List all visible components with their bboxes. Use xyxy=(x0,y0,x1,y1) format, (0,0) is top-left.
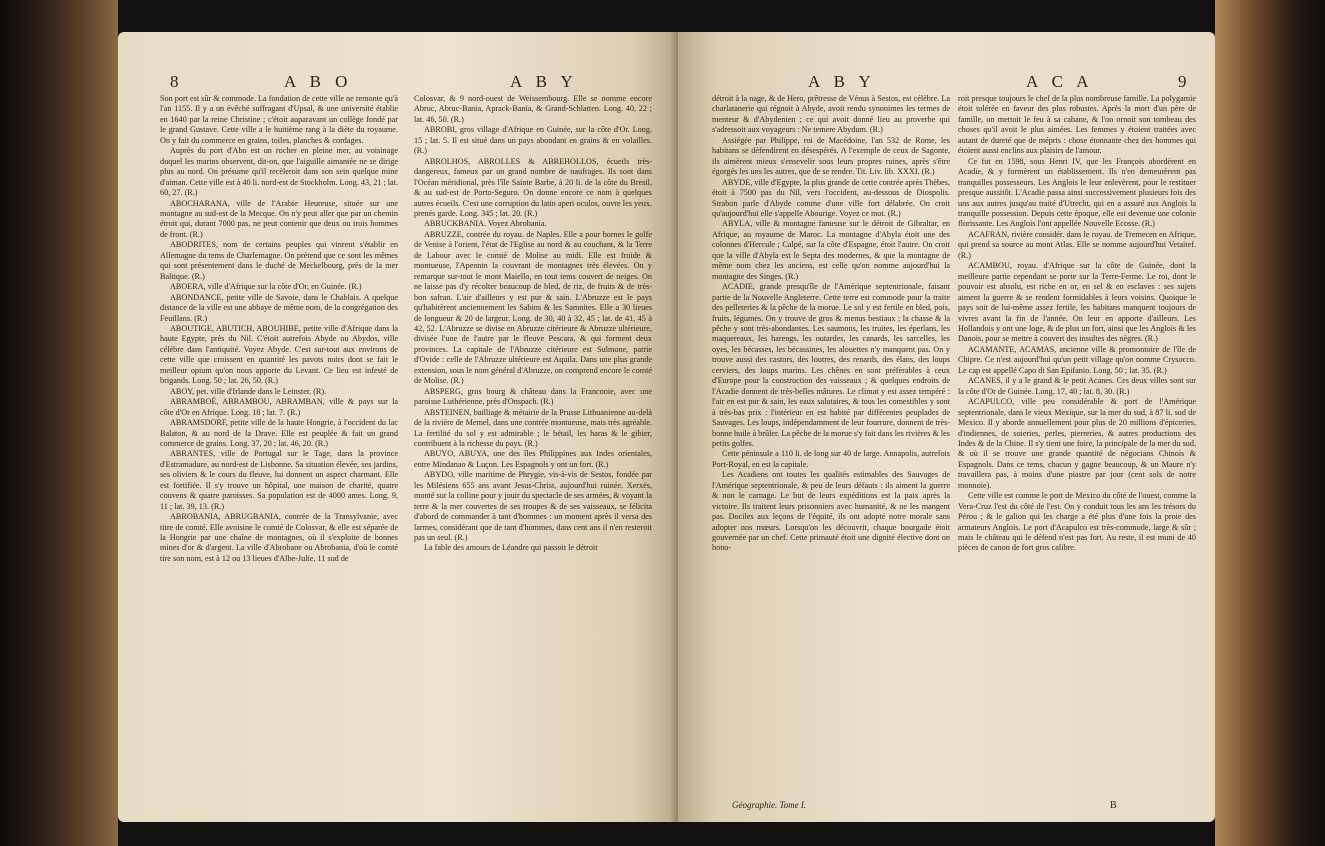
entry-paragraph: ABOCHARANA, ville de l'Arabie Heureuse, située sur une montagne au sud-est de la Mecque. On n'y peut aller que par un chemin étroit qui, durant 7000 pas, ne peut contenir que deux ou trois hommes de front. (R.) xyxy=(160,198,398,239)
left-column-1 xyxy=(160,94,398,812)
entry-paragraph: ABROBI, gros village d'Afrique en Guinée, sur la côte d'Or. Long. 15 ; lat. 5. Il est situé dans un pays abondant en grains & en volailles. (R.) xyxy=(414,125,652,156)
entry-paragraph: ABYDO, ville maritime de Phrygie, vis-à-vis de Sestos, fondée par les Milésiens 655 ans avant Jesus-Christ, aujourd'hui ruinée. Xerxès, monté sur la colline pour y jouir du spectacle de ses armées, & voyant la terre & la mer couvertes de ses troupes & de ses vaisseaux, se félicita d'abord de commander à tant d'hommes : un moment après il versa des larmes, considérant que de tant d'hommes, dans cent ans il n'en resteroit pas un seul. (R.) xyxy=(414,470,652,543)
entry-paragraph: ABRUCKBANIA. Voyez Abrobania. xyxy=(424,219,547,229)
entry-paragraph: ABRAMSDORF, petite ville de la haute Hongrie, à l'occident du lac Balaton, & au nord de la Drave. Elle est peuplée & fait un grand commerce de grains. Long. 37, 20 ; lat. 46, 20. (R.) xyxy=(160,418,398,448)
entry-paragraph: ABROLHOS, ABROLLES & ABREHOLLOS, écueils très-dangereux, fameux par un grand nombre de naufrages. Ils sont dans l'Océan méridional, près l'île Sainte Barbe, à 20 li. de la côte du Bresil, & au sud-est de Porto-Seguro. On donne encore ce nom à quelques autres écueils. C'est une corruption du latin aperi oculos, ouvre les yeux, prenés garde. Long. 345 ; lat. 20. (R.) xyxy=(414,156,652,218)
page-number-left: 8 xyxy=(170,72,179,91)
entry-paragraph: Ce fut en 1598, sous Henri IV, que les François abordèrent en Acadie, & y formèrent un établissement. Ils n'en demeurèrent pas tranquilles possesseurs. Les Anglois le leur enlevèrent, pour le restituer presque aussitôt. L'Acadie passa ainsi successivement plusieurs fois des uns aux autres jusqu'au traité d'Utrecht, qui en a assuré aux Anglois la tranquille possession. Depuis cette époque, elle est devenue une colonie florissante. Les Anglois l'ont appellée Nouvelle Ecosse. (R.) xyxy=(958,156,1196,229)
entry-paragraph: ABOUTIGE, ABUTICH, ABOUHIBE, petite ville d'Afrique dans la haute Egypte, près du Nil. C'étoit autrefois Abyde ou Abydos, ville célèbre dans l'antiquité. Voyez Abyde. C'est sur-tout aux environs de cette ville que croissent en quantité les pavots noirs dont se fait le meilleur opium qu'on nous apporte du Levant. Ce lieu est infesté de brigands. Long. 50 ; lat. 26, 50. (R.) xyxy=(160,323,398,386)
entry-paragraph: ABOERA, ville d'Afrique sur la côte d'Or, en Guinée. (R.) xyxy=(170,282,362,292)
left-cover-edge xyxy=(0,0,118,846)
entry-paragraph: ABUYO, ABUYA, une des îles Philippines aux Indes orientales, entre Mindanao & Luçon. Les Espagnols y ont un fort. (R.) xyxy=(414,449,652,469)
entry-paragraph: ABROBANIA, ABRUGBANIA, contrée de la Transylvanie, avec titre de comté. Elle avoisine le comté de Colosvar, & elle est séparée de la Hongrie par une chaîne de montagnes, où il s'exploite de bonnes mines d'or & d'argent. La ville d'Abrobane ou Abrobania, d'où le comté tire son nom, est à 12 ou 13 lieues d'Albe-Julie, 11 sud de xyxy=(160,512,398,563)
left-page xyxy=(118,32,678,822)
entry-paragraph: ABSPERG, gros bourg & château dans la Franconie, avec une paroisse Luthérienne, près d'Onspach. (R.) xyxy=(414,386,652,407)
running-head-right-1: A B Y xyxy=(808,72,876,91)
entry-paragraph: ACANES, il y a le grand & le petit Acanes. Ces deux villes sont sur la côte d'Or de Guinée. Long. 17, 40 ; lat. 8, 30. (R.) xyxy=(958,376,1196,396)
entry-paragraph: ACAMBOU, royau. d'Afrique sur la côte de Guinée, dont la meilleure partie cependant se porte sur la Terre-Ferme. Le roi, dont le pouvoir est absolu, est riche en or, en sel & en esclaves : ses sujets aiment la guerre & se rendent formidables à leurs voisins. Quoique le pays soit de lui-même assez fertile, les habitans manquent toujours de vivres avant la fin de l'année. On leur en apporte d'ailleurs. Les Hollandois y ont une loge, & de plus un fort, ainsi que les Anglois & les Danois, pour se mettre à couvert des insultes des nègres. (R.) xyxy=(958,261,1196,344)
footer-title: Géographie. Tome I. xyxy=(732,800,807,810)
entry-paragraph: Cette péninsule a 110 li. de long sur 40 de large. Annapolis, autrefois Port-Royal, en est la capitale. xyxy=(712,449,950,469)
entry-paragraph: ACAFRAN, rivière considér. dans le royau. de Tremecen en Afrique, qui prend sa source au mont Atlas. Elle se nomme aujourd'hui Vetaitef. (R.) xyxy=(958,229,1196,260)
entry-paragraph: Colosvar, & 9 nord-ouest de Weissembourg. Elle se nomme encore Abruc, Abruc-Bania, Aprack-Bania, & Grand-Schlatten. Long. 40, 22 ; lat. 46, 50. (R.) xyxy=(414,94,652,124)
running-head-right-2: A C A xyxy=(1026,72,1094,91)
entry-paragraph: ABONDANCE, petite ville de Savoie, dans le Chablais. A quelque distance de la ville est une abbaye de même nom, de la congrégation des Feuillans. (R.) xyxy=(160,292,398,323)
right-column-1 xyxy=(712,94,950,794)
entry-paragraph: Les Acadiens ont toutes les qualités estimables des Sauvages de l'Amérique septentrionale, & peu de leurs défauts : ils aiment la guerre & non le carnage. Le but de leurs expéditions est la paix après la victoire. Ils traitent leurs prisonniers avec humanité, & ne les mangent pas. Dociles aux leçons de l'équité, ils ont adopté notre morale sans adopter nos mœurs. Lorsqu'on les découvrit, chaque bourgade étoit gouvernée par un chef. Cette primauté étoit une dignité élective dont on hono- xyxy=(712,470,950,553)
entry-paragraph: Auprès du port d'Abo est un rocher en pleine mer, au voisinage duquel les marins observent, dit-on, que l'aiguille aimantée ne se dirige plus au nord. On présume qu'il recèleroit dans son sein quelque mine d'aiman. Cette ville est à 40 li. nord-est de Stockholm. Long. 43, 21 ; lat. 60, 27. (R.) xyxy=(160,146,398,198)
entry-paragraph: ABOY, pet. ville d'Irlande dans le Leinster. (R). xyxy=(170,386,327,396)
signature-mark: B xyxy=(1110,800,1117,811)
entry-paragraph: Son port est sûr & commode. La fondation de cette ville ne remonte qu'à l'an 1155. Il y a un évêché suffragant d'Upsal, & une université établie en 1640 par la reine Christine ; c'étoit auparavant un collège fondé par le grand Gustave. Cette ville a le huitième rang à la diète du royaume. On y fait du commerce en grains, toiles, planches & cordages. xyxy=(160,94,398,145)
entry-paragraph: ABRANTES, ville de Portugal sur le Tage, dans la province d'Estramadure, au nord-est de Lisbonne. Sa situation élevée, ses jardins, ses oliviers & le cours du fleuve, lui donnent un aspect charmant. Elle est fortifiée. Il s'y trouve un hôpital, une maison de charité, quatre couvens & quatre paroisses. Sa population est de 4000 ames. Long. 9, 11 ; lat. 39, 13. (R.) xyxy=(160,449,398,511)
entry-paragraph: ACAPULCO, ville peu considérable & port de l'Amérique septentrionale, dans le vieux Mexique, sur la mer du sud, à 87 li. sud de Mexico. Il y aborde annuellement pour plus de 20 millions d'épiceries, d'indiennes, de soieries, perles, pierreries, & autres productions des Indes & de la Chine. Il s'y tient une foire, la principale de la mer du sud, & où il se trouve une grande quantité de négocians Chinois & Espagnols. Dans ce tems, chacun y gagne beaucoup, & un Maure n'y travaillera pas, à moins d'une piastre par jour (cent sols de notre monnoie). xyxy=(958,397,1196,490)
right-page xyxy=(678,32,1215,822)
entry-paragraph: Assiégée par Philippe, roi de Macédoine, l'an 532 de Rome, les habitans se défendirent en désespérés. A l'exemple de ceux de Sagonte, ils aimèrent mieux s'ensevelir sous leurs propres ruines, après s'être égorgés les uns les autres, que de se rendre. Tit. Liv. lib. XXXI. (R.) xyxy=(712,135,950,177)
left-column-2 xyxy=(414,94,652,812)
right-cover-edge xyxy=(1215,0,1325,846)
entry-paragraph: La fable des amours de Léandre qui passoit le détroit xyxy=(424,543,598,553)
entry-paragraph: ABSTEINEN, bailliage & métairie de la Prusse Lithuanienne au-delà de la rivière de Memel, dans une contrée montueuse, mais très agréable. La fertilité du sol y est admirable ; le bétail, les haras & le gibier, contribuent à la richesse du pays. (R.) xyxy=(414,407,652,448)
right-column-2 xyxy=(958,94,1196,794)
entry-paragraph: Cette ville est comme le port de Mexico du côté de l'ouest, comme la Vera-Cruz l'est du côté de l'est. On y conduit tous les ans les trésors du Pérou ; & le galion qui les charge a été plus d'une fois la proie des armateurs Anglois. Le port d'Acapulco est très-commode, large & sûr ; mais le château qui le défend n'est pas fort. Au reste, il est muni de 40 pièces de canon de fort gros calibre. xyxy=(958,491,1196,553)
entry-paragraph: ABRAMBOÉ, ABRAMBOU, ABRAMBAN, ville & pays sur la côte d'Or en Afrique. Long. 18 ; lat. 7. (R.) xyxy=(160,397,398,417)
entry-paragraph: ABYLA, ville & montagne fameuse sur le détroit de Gibraltar, en Afrique, au royaume de Maroc. La montagne d'Abyla étoit une des colonnes d'Hercule ; Calpé, sur la côte d'Espagne, étoit l'autre. On croit que la ville d'Abyla est le Septa des modernes, & que la montagne de même nom chez les anciens, est celle qu'on nomme aujourd'hui la montagne des Singes. (R.) xyxy=(712,219,950,281)
entry-paragraph: ABYDE, ville d'Egypte, la plus grande de cette contrée après Thèbes, étoit à 7500 pas du Nil, vers l'occident, au-dessous de Diospolis. Strabon parle d'Abyde comme d'une ville fort délabrée. On croit qu'aujourd'hui elle s'appelle Abourige. Voyez ce mot. (R.) xyxy=(712,177,950,218)
page-number-right: 9 xyxy=(1178,72,1187,91)
entry-paragraph: roit presque toujours le chef de la plus nombreuse famille. La polygamie étoit tolérée en faveur des plus robustes. Après la mort d'un père de famille, on mettoit le feu à sa cabane, & l'on ornoit son tombeau des choses qu'il avoit le plus aimées. Les femmes y étoient traitées avec autant de dureté que de mépris : chose étonnante chez des hommes qui étoient aussi enclins aux plaisirs de l'amour. xyxy=(958,94,1196,156)
entry-paragraph: détroit à la nage, & de Hero, prêtresse de Vénus à Sestos, est célèbre. La charlatanerie qui régnoit à Abyde, avoit rendu synonimes les termes de menteur & d'Abydenien ; ce qui avoit donné lieu au proverbe qui s'adressoit aux voyageurs : Ne temere Abydum. (R.) xyxy=(712,94,950,135)
entry-paragraph: ACADIE, grande presqu'île de l'Amérique septentrionale, faisant partie de la Nouvelle Angleterre. Cette terre est commode pour la traite des pelleteries & la pêche de la morue. Le sol y est fertile en bled, pois, fruits, légumes. On y trouve de gros & menus bestiaux ; la chasse & la pêche y sont très-abondantes. Les saumons, les truites, les éperlans, les maquereaux, les harengs, les outardes, les canards, les sarcelles, les oyes, les bécasses, les bécassines, les alouettes n'y manquent pas. On y trouve aussi des castors, des loutres, des renards, des élans, des loups cerviers, des loups marins. Les chênes en sont préférables à ceux d'Europe pour la construction des vaisseaux ; & quelques endroits de l'Acadie donnent de très-belles mâtures. Le climat y est assez tempéré : l'air en est pur & sain, les eaux salutaires, & tous les comestibles y sont à très-bas prix : l'intérieur en est habité par différentes peuplades de Sauvages. Les loups, indépendamment de leur fourrure, donnent de très-bonne huile à brûler. La pêche de la morue s'y fait dans les rivières & les petits golfes. xyxy=(712,282,950,448)
entry-paragraph: ABODRITES, nom de certains peuples qui vinrent s'établir en Allemagne du tems de Charlemagne. On prétend que ce sont les mêmes qui sont présentement dans le duché de Meckelbourg, près de la mer Baltique. (R.) xyxy=(160,240,398,281)
entry-paragraph: ACAMANTE, ACAMAS, ancienne ville & promontoire de l'île de Chipre. Ce n'est aujourd'hui qu'un petit village qu'on nomme Crysocco. Le cap est appellé Capo di San Epifanio. Long. 50 ; lat. 35. (R.) xyxy=(958,344,1196,375)
running-head-left-2: A B Y xyxy=(510,72,578,91)
entry-paragraph: ABRUZZE, contrée du royau. de Naples. Elle a pour bornes le golfe de Venise à l'orient, l'état de l'Eglise au nord & au couchant, & la Terre de Labour avec le comté de Molise au midi. Elle est froide & montueuse, l'Apennin la couvrant de montagnes très élevées. On y remarque sur-tout le mont Maiello, en tout tems couvert de neiges. On ne laisse pas d'y récolter beaucoup de bled, de riz, de fruits & de très-bon safran. L'air d'ailleurs y est pur & sain. L'Abruzze est le pays qu'habitèrent anciennement les Sabins & les Samnites. Elle a 30 lieues de longueur & 20 de largeur. Long. de 30, 40 à 32, 45 ; lat. de 41, 45 à 42, 52. L'Abruzze se divise en Abruzze citérieure & Abruzze ultérieure, divisée l'une de l'autre par le fleuve Pescara, & qui forment deux provinces. La capitale de l'Abruzze citérieure est Sulmone, patrie d'Ovide : celle de l'Abruzze ultérieure est Aquila. Dans une plus grande extension, sous le nom général d'Abruzze, on comprend encore le comté de Molise. (R.) xyxy=(414,229,652,386)
running-head-left-1: A B O xyxy=(284,72,353,91)
